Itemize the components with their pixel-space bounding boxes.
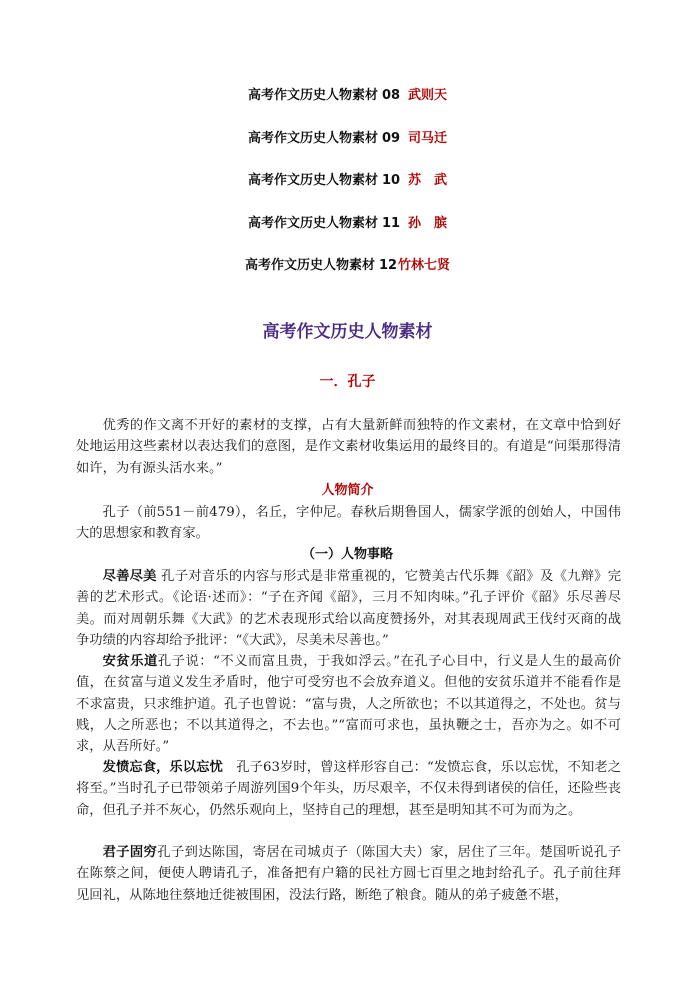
story-text: 孔子63岁时，曾这样形容自己：“发愤忘食，乐以忘忧，不知老之将至。”当时孔子已带领弟子周游列国9个年头，历尽艰辛，不仅未得到诸侯的信任，还险些丧命，但孔子并不灰心，仍然乐观向上，坚持自己的理想，甚至是明知其不可为而为之。 [76, 760, 621, 818]
profile-heading: 人物简介 [321, 483, 374, 498]
story-text: 孔子说：“不义而富且贵，于我如浮云。”在孔子心目中，行义是人生的最高价值，在贫富与道义发生矛盾时，他宁可受穷也不会放弃道义。但他的安贫乐道并不能看作是不求富贵，只求维护道。孔子也曾说：“富与贵，人之所欲也；不以其道得之，不处也。贫与贱，人之所恶也；不以其道得之，不去也。”“富而可求也，虽执鞭之士，吾亦为之。如不可求，从吾所好。” [76, 654, 622, 755]
related-articles-list [0, 86, 695, 299]
toc-figure-name[interactable]: 武则天 [408, 88, 448, 103]
toc-figure-name[interactable]: 司马迁 [408, 130, 448, 146]
toc-number[interactable]: 12 [378, 258, 398, 273]
toc-label[interactable]: 高考作文历史人物素材 [247, 215, 378, 231]
story-text: 孔子对音乐的内容与形式是非常重视的，它赞美古代乐舞《韶》及《九辩》完善的艺术形式。《论语·述而》：“子在齐闻《韶》，三月不知肉味。”孔子评价《韶》乐尽善尽美。而对周朝乐舞《大武》的艺术表现形式给以高度赞扬外，对其表现周武王伐纣灭商的战争功绩的内容却给予批评：“《大武》，尽美未尽善也。” [76, 569, 621, 648]
section-heading: 一．孔子 [319, 374, 376, 390]
toc-label[interactable]: 高考作文历史人物素材 [247, 173, 378, 188]
story-paragraph [76, 651, 621, 757]
story-paragraph [76, 757, 621, 821]
toc-number[interactable]: 10 [381, 173, 401, 188]
toc-item-10[interactable] [0, 171, 695, 214]
document-title: 高考作文历史人物素材 [262, 322, 433, 342]
toc-figure-name[interactable]: 孙 膑 [408, 215, 448, 231]
events-heading: （一）人物事略 [301, 547, 393, 562]
story-paragraph [76, 566, 621, 651]
toc-item-12[interactable] [0, 256, 695, 299]
toc-figure-name[interactable]: 苏 武 [408, 173, 448, 188]
toc-label[interactable]: 高考作文历史人物素材 [244, 258, 375, 273]
story-keyword: 安贫乐道 [102, 654, 158, 669]
story-keyword: 发愤忘食，乐以忘忧 [102, 760, 223, 775]
toc-label[interactable]: 高考作文历史人物素材 [247, 88, 378, 103]
toc-item-08[interactable] [0, 86, 695, 129]
toc-item-09[interactable] [0, 129, 695, 172]
toc-label[interactable]: 高考作文历史人物素材 [247, 130, 378, 146]
toc-number[interactable]: 11 [381, 215, 401, 231]
story-keyword: 尽善尽美 [102, 569, 157, 584]
story-paragraph [76, 842, 621, 906]
intro-paragraph: 优秀的作文离不开好的素材的支撑，占有大量新鲜而独特的作文素材，在文章中恰到好处地运用这些素材以表达我们的意图，是作文素材收集运用的最终目的。有道是“问渠那得清如许，为有源头活水来。” [76, 418, 621, 476]
toc-number[interactable]: 09 [381, 130, 401, 146]
profile-paragraph: 孔子（前551－前479），名丘，字仲尼。春秋后期鲁国人，儒家学派的创始人，中国伟大的思想家和教育家。 [76, 505, 621, 542]
story-text: 孔子到达陈国，寄居在司城贞子（陈国大夫）家，居住了三年。楚国听说孔子在陈蔡之间，便使人聘请孔子，准备把有户籍的民社方圆七百里之地封给孔子。孔子前往拜见回礼，从陈地往蔡地迁徙被围困，没法行路，断绝了粮食。随从的弟子疲惫不堪， [76, 845, 622, 903]
story-keyword: 君子固穷 [102, 845, 158, 860]
toc-figure-name[interactable]: 竹林七贤 [398, 258, 451, 273]
toc-number[interactable]: 08 [381, 88, 401, 103]
toc-item-11[interactable] [0, 214, 695, 257]
